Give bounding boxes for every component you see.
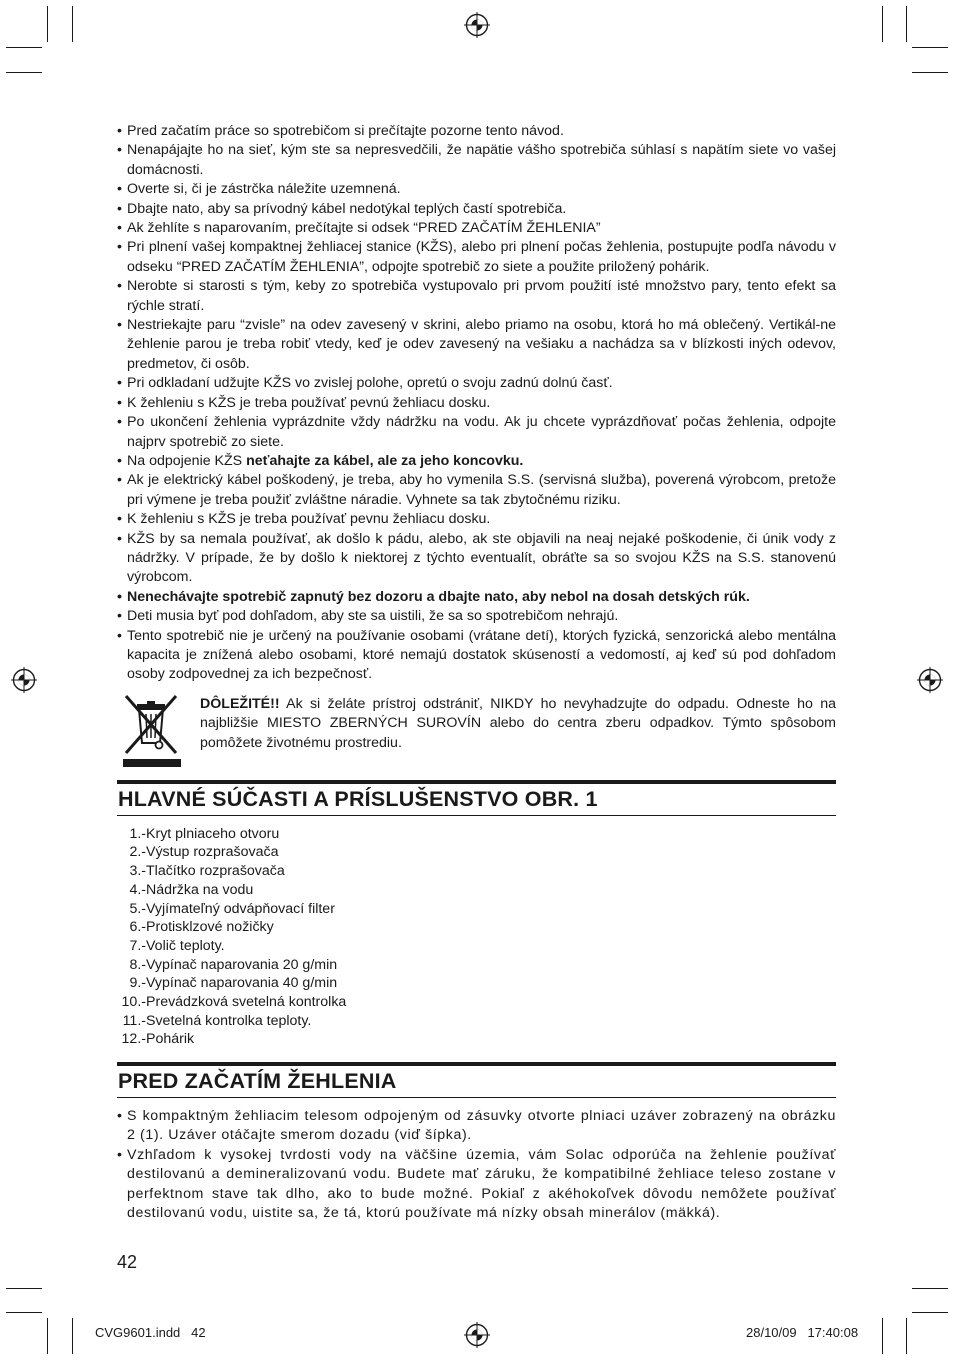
item-label: Vypínač naparovania 20 g/min	[146, 956, 338, 973]
page-content	[117, 122, 836, 1223]
crop-mark	[72, 6, 73, 42]
section-title: PRED ZAČATÍM ŽEHLENIA	[117, 1062, 836, 1098]
cable-warning: neťahajte za kábel, ale za jeho koncovku.	[246, 452, 524, 469]
list-item: • Nestriekajte paru “zvisle” na odev zavesený v skrini, alebo priamo na osobu, ktorá ho má oblečený. Vertikál-ne žehlenie parou je treba robiť vtedy, keď je odev zavesený na vešiaku a nachádza sa v blízkosti iných odevov, predmetov, či osôb.	[117, 316, 836, 374]
crop-mark	[6, 1312, 42, 1313]
list-item: • Pri plnení vašej kompaktnej žehliacej stanice (KŽS), alebo pri plnení počas žehlenia, postupujte podľa návodu v odseku “PRED ZAČATÍM ŽEHLENIA”, odpojte spotrebič zo siete a použite priložený pohárik.	[117, 238, 836, 277]
crop-mark	[47, 6, 48, 42]
item-label: Protisklzové nožičky	[146, 919, 274, 936]
item-number: 12.-	[121, 1031, 146, 1048]
item-number: 11.-	[122, 1012, 146, 1029]
item-label: Prevádzková svetelná kontrolka	[146, 993, 347, 1010]
item-number: 9.-	[129, 975, 146, 992]
list-item	[117, 1030, 836, 1049]
important-label: DÔLEŽITÉ!!	[200, 695, 280, 712]
item-label: Kryt plniaceho otvoru	[146, 825, 280, 842]
list-item: • Overte si, či je zástrčka náležite uzemnená.	[117, 180, 836, 199]
registration-mark-icon	[464, 1322, 490, 1348]
item-label: Vypínač naparovania 40 g/min	[146, 975, 338, 992]
item-label: Volič teploty.	[146, 937, 225, 954]
crop-mark	[906, 1318, 907, 1354]
item-number: 10.-	[121, 993, 146, 1010]
disposal-notice	[117, 693, 836, 767]
list-item	[117, 862, 836, 881]
crop-mark	[6, 72, 42, 73]
crop-mark	[912, 1312, 948, 1313]
list-item: • Dbajte nato, aby sa prívodný kábel nedotýkal teplých častí spotrebiča.	[117, 200, 836, 219]
registration-mark-icon	[917, 667, 943, 693]
item-label: Vyjímateľný odvápňovací filter	[146, 900, 335, 917]
list-item	[117, 956, 836, 975]
cable-text: Na odpojenie KŽS	[127, 452, 247, 469]
list-item	[117, 452, 836, 471]
item-number: 2.-	[129, 844, 146, 861]
item-number: 5.-	[129, 900, 146, 917]
list-item: • Ak žehlíte s naparovaním, prečítajte si odsek “PRED ZAČATÍM ŽEHLENIA”	[117, 219, 836, 238]
item-label: Tlačítko rozprašovača	[146, 863, 285, 880]
list-item: • Tento spotrebič nie je určený na používanie osobami (vrátane detí), ktorých fyzická, senzorická alebo mentálna kapacita je znížená alebo osobami, ktoré nemajú dostatok skúseností a vedomostí, aj keď sú pod dohľadom osoby zodpovednej za ich bezpečnosť.	[117, 627, 836, 685]
crop-mark	[912, 72, 948, 73]
section-title: HLAVNÉ SÚČASTI A PRÍSLUŠENSTVO OBR. 1	[117, 780, 836, 816]
list-item	[117, 825, 836, 844]
item-label: Svetelná kontrolka teploty.	[146, 1012, 312, 1029]
list-item: • Pred začatím práce so spotrebičom si prečítajte pozorne tento návod.	[117, 122, 836, 141]
crop-mark	[912, 47, 948, 48]
registration-mark-icon	[464, 12, 490, 38]
item-number: 8.-	[129, 956, 146, 973]
safety-list	[117, 122, 836, 685]
item-number: 1.-	[129, 825, 146, 842]
list-item: • S kompaktným žehliacim telesom odpojeným od zásuvky otvorte plniaci uzáver zobrazený na obrázku 2 (1). Uzáver otáčajte smerom dozadu (viď šípka).	[117, 1107, 836, 1146]
list-item: • Po ukončení žehlenia vyprázdnite vždy nádržku na vodu. Ak ju chcete vyprázdňovať počas žehlenia, odpojte najprv spotrebič zo siete.	[117, 413, 836, 452]
item-label: Nádržka na vodu	[146, 881, 254, 898]
crossed-out-wheelie-bin-icon	[123, 693, 181, 767]
list-item	[117, 918, 836, 937]
disposal-text	[200, 695, 836, 753]
page-number: 42	[117, 1252, 138, 1272]
list-item: • K žehleniu s KŽS je treba používať pevnu žehliacu dosku.	[117, 510, 836, 529]
crop-mark	[906, 6, 907, 42]
list-item	[117, 1012, 836, 1031]
item-number: 6.-	[129, 919, 146, 936]
crop-mark	[882, 1318, 883, 1354]
registration-mark-icon	[11, 667, 37, 693]
list-item	[117, 843, 836, 862]
parts-list	[117, 825, 836, 1049]
supervision-warning: • Nenechávajte spotrebič zapnutý bez dozoru a dbajte nato, aby nebol na dosah detských rúk.	[117, 588, 836, 607]
list-item: • Nerobte si starosti s tým, keby zo spotrebiča vystupovalo pri prvom použití isté množstvo pary, tento efekt sa rýchle stratí.	[117, 277, 836, 316]
list-item	[117, 993, 836, 1012]
crop-mark	[6, 1288, 42, 1289]
list-item	[117, 881, 836, 900]
item-label: Výstup rozprašovača	[146, 844, 279, 861]
item-label: Pohárik	[146, 1031, 195, 1048]
list-item	[117, 974, 836, 993]
crop-mark	[72, 1318, 73, 1354]
instructions-list	[117, 1107, 836, 1223]
list-item: • Nenapájajte ho na sieť, kým ste sa nepresvedčili, že napätie vášho spotrebiča súhlasí s napätím siete vo vašej domácnosti.	[117, 141, 836, 180]
list-item	[117, 900, 836, 919]
crop-mark	[47, 1318, 48, 1354]
crop-mark	[882, 6, 883, 42]
item-number: 3.-	[129, 863, 146, 880]
list-item: • K žehleniu s KŽS je treba používať pevnú žehliacu dosku.	[117, 394, 836, 413]
file-slug: CVG9601.indd 42	[95, 1325, 206, 1340]
list-item: • KŽS by sa nemala používať, ak došlo k pádu, alebo, ak ste objavili na neaj nejaké poškodenie, či únik vody z nádržky. V prípade, že by došlo k niektorej z týchto eventualít, obráťte sa so svojou KŽS na S.S. stanovenú výrobcom.	[117, 530, 836, 588]
date-slug: 28/10/09 17:40:08	[746, 1325, 859, 1340]
list-item	[117, 937, 836, 956]
item-number: 4.-	[129, 881, 146, 898]
list-item: • Ak je elektrický kábel poškodený, je treba, aby ho vymenila S.S. (servisná služba), poverená výrobcom, pretože pri výmene je treba použiť zvláštne náradie. Vyhnete sa tak zbytočnému riziku.	[117, 471, 836, 510]
crop-mark	[912, 1288, 948, 1289]
disposal-body: Ak si želáte prístroj odstrániť, NIKDY ho nevyhadzujte do odpadu. Odneste ho na najbližšie MIESTO ZBERNÝCH SUROVÍN alebo do centra zberu odpadkov. Týmto spôsobom pomôžete životnému prostrediu.	[200, 695, 836, 751]
list-item: • Deti musia byť pod dohľadom, aby ste sa uistili, že sa so spotrebičom nehrajú.	[117, 607, 836, 626]
list-item: • Pri odkladaní udžujte KŽS vo zvislej polohe, opretú o svoju zadnú dolnú časť.	[117, 374, 836, 393]
crop-mark	[6, 47, 42, 48]
list-item: • Vzhľadom k vysokej tvrdosti vody na väčšine územia, vám Solac odporúča na žehlenie používať destilovanú a demineralizovanú vodu. Budete mať záruku, že kompatibilné žehliace teleso zostane v perfektnom stave tak dlho, ako to bude možné. Pokiaľ z akéhokoľvek dôvodu nemôžete používať destilovanú vodu, uistite sa, že tá, ktorú používate má nízky obsah minerálov (mäkká).	[117, 1146, 836, 1224]
item-number: 7.-	[129, 937, 146, 954]
